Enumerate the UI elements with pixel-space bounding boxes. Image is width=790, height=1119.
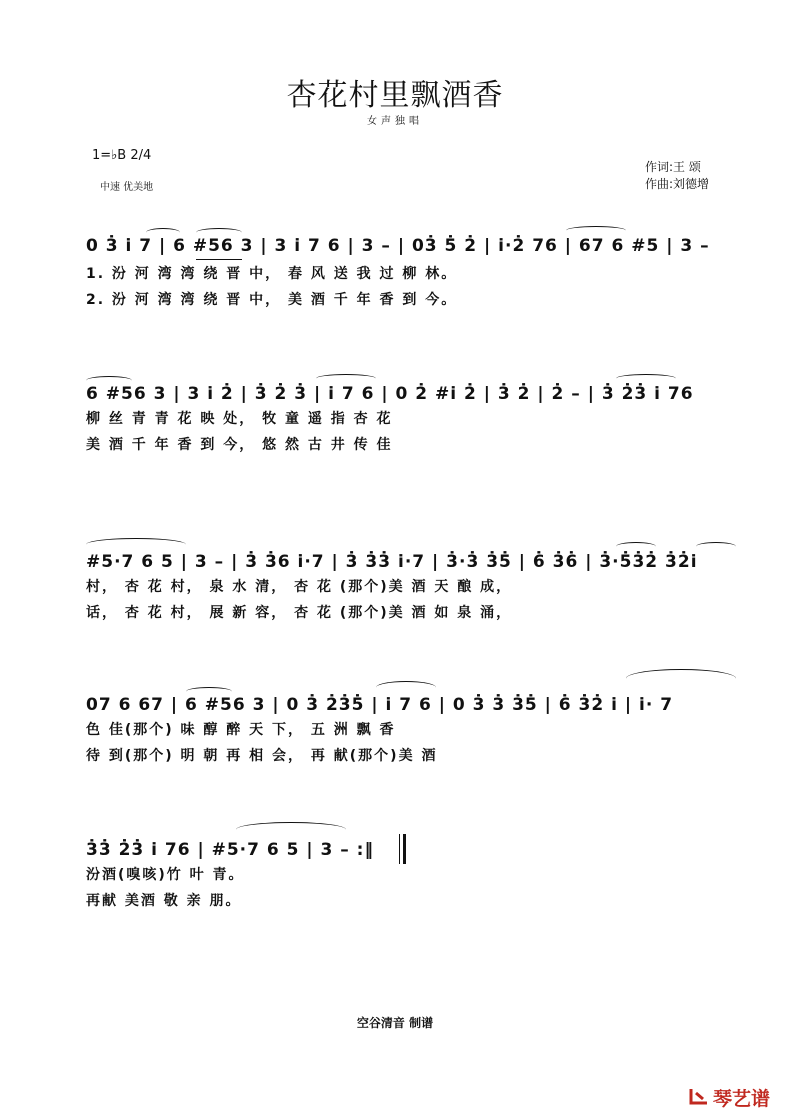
- logo-mark-icon: [688, 1085, 710, 1107]
- slur-arc: [86, 538, 186, 551]
- staff-line-5: [86, 840, 741, 915]
- notation-line: 0 3̇ i̇ 7 | 6 #56 3 | 3 i̇ 7 6 | 3 – | 03̇ 5̇ 2̇ | i̇·2̇ 76 | 67 6 #5 | 3 –: [86, 236, 710, 256]
- lyric-verse-2: 话， 杏 花 村， 展 新 容， 杏 花 (那个)美 酒 如 泉 涌，: [86, 605, 513, 621]
- key-signature: 1=♭B 2/4: [92, 148, 152, 163]
- slur-arc: [626, 669, 736, 688]
- staff-line-2: [86, 384, 741, 459]
- footer-credit: 空谷清音 制谱: [356, 1016, 434, 1030]
- lyric-verse-1: 村， 杏 花 村， 泉 水 清， 杏 花 (那个)美 酒 天 酿 成，: [86, 579, 513, 595]
- slur-arc: [86, 376, 132, 385]
- lyricist-credit: 作词:王 颂: [645, 160, 701, 174]
- slur-arc: [316, 374, 376, 383]
- slur-arc: [616, 374, 676, 383]
- page-title: 杏花村里飘酒香: [286, 78, 504, 113]
- staff-line-4: [86, 695, 741, 770]
- lyric-verse-1: 柳 丝 青 青 花 映 处， 牧 童 遥 指 杏 花: [86, 411, 393, 427]
- lyric-verse-2: 再献 美酒 敬 亲 朋。: [86, 893, 242, 909]
- slur-arc: [376, 681, 436, 694]
- staff-line-3: [86, 552, 741, 627]
- subtitle: 女声独唱: [367, 116, 423, 127]
- notation-line: 07 6 67 | 6 #56 3 | 0 3̇ 2̇3̇5̇ | i̇ 7 6 | 0 3̇ 3̇ 3̇5̇ | 6̇ 3̇2̇ i̇ | i̇· 7: [86, 695, 674, 715]
- lyric-verse-1: 色 佳(那个) 味 醇 醉 天 下， 五 洲 飘 香: [86, 722, 396, 738]
- slur-arc: [186, 687, 232, 696]
- site-logo: 琴艺谱: [713, 1088, 771, 1110]
- composer-credit: 作曲:刘德增: [645, 177, 710, 191]
- staff-line-1: [86, 236, 741, 311]
- slur-arc: [236, 822, 346, 837]
- slur-arc: [146, 228, 180, 237]
- slur-arc: [696, 542, 736, 551]
- notation-line: 6 #56 3 | 3 i̇ 2̇ | 3̇ 2̇ 3̇ | i̇ 7 6 | 0 2̇ #i̇ 2̇ | 3̇ 2̇ | 2̇ – | 3̇ 2̇3̇ i̇ 76: [86, 384, 694, 404]
- lyric-verse-1: 1. 汾 河 湾 湾 绕 晋 中， 春 风 送 我 过 柳 林。: [86, 266, 458, 282]
- lyric-verse-2: 美 酒 千 年 香 到 今， 悠 然 古 井 传 佳: [86, 437, 393, 453]
- slur-arc: [616, 542, 656, 551]
- notation-line: 3̇3̇ 2̇3̇ i̇ 76 | #5·7 6 5 | 3 – :‖: [86, 840, 374, 860]
- lyric-verse-1: 汾酒(嗅咳)竹 叶 青。: [86, 867, 245, 883]
- tempo-marking: 中速 优美地: [100, 182, 154, 193]
- slur-arc: [196, 228, 242, 237]
- final-barline: [399, 834, 400, 864]
- slur-arc: [566, 226, 626, 235]
- beam-underline: [196, 259, 242, 260]
- notation-line: #5·7 6 5 | 3 – | 3̇ 3̇6 i̇·7 | 3̇ 3̇3̇ i̇·7 | 3̇·3̇ 3̇5̇ | 6̇ 3̇6̇ | 3̇·5̇3̇2̇ 3̇2̇i̇: [86, 552, 698, 572]
- lyric-verse-2: 待 到(那个) 明 朝 再 相 会， 再 献(那个)美 酒: [86, 748, 438, 764]
- final-barline-thick: [403, 834, 406, 864]
- lyric-verse-2: 2. 汾 河 湾 湾 绕 晋 中， 美 酒 千 年 香 到 今。: [86, 292, 458, 308]
